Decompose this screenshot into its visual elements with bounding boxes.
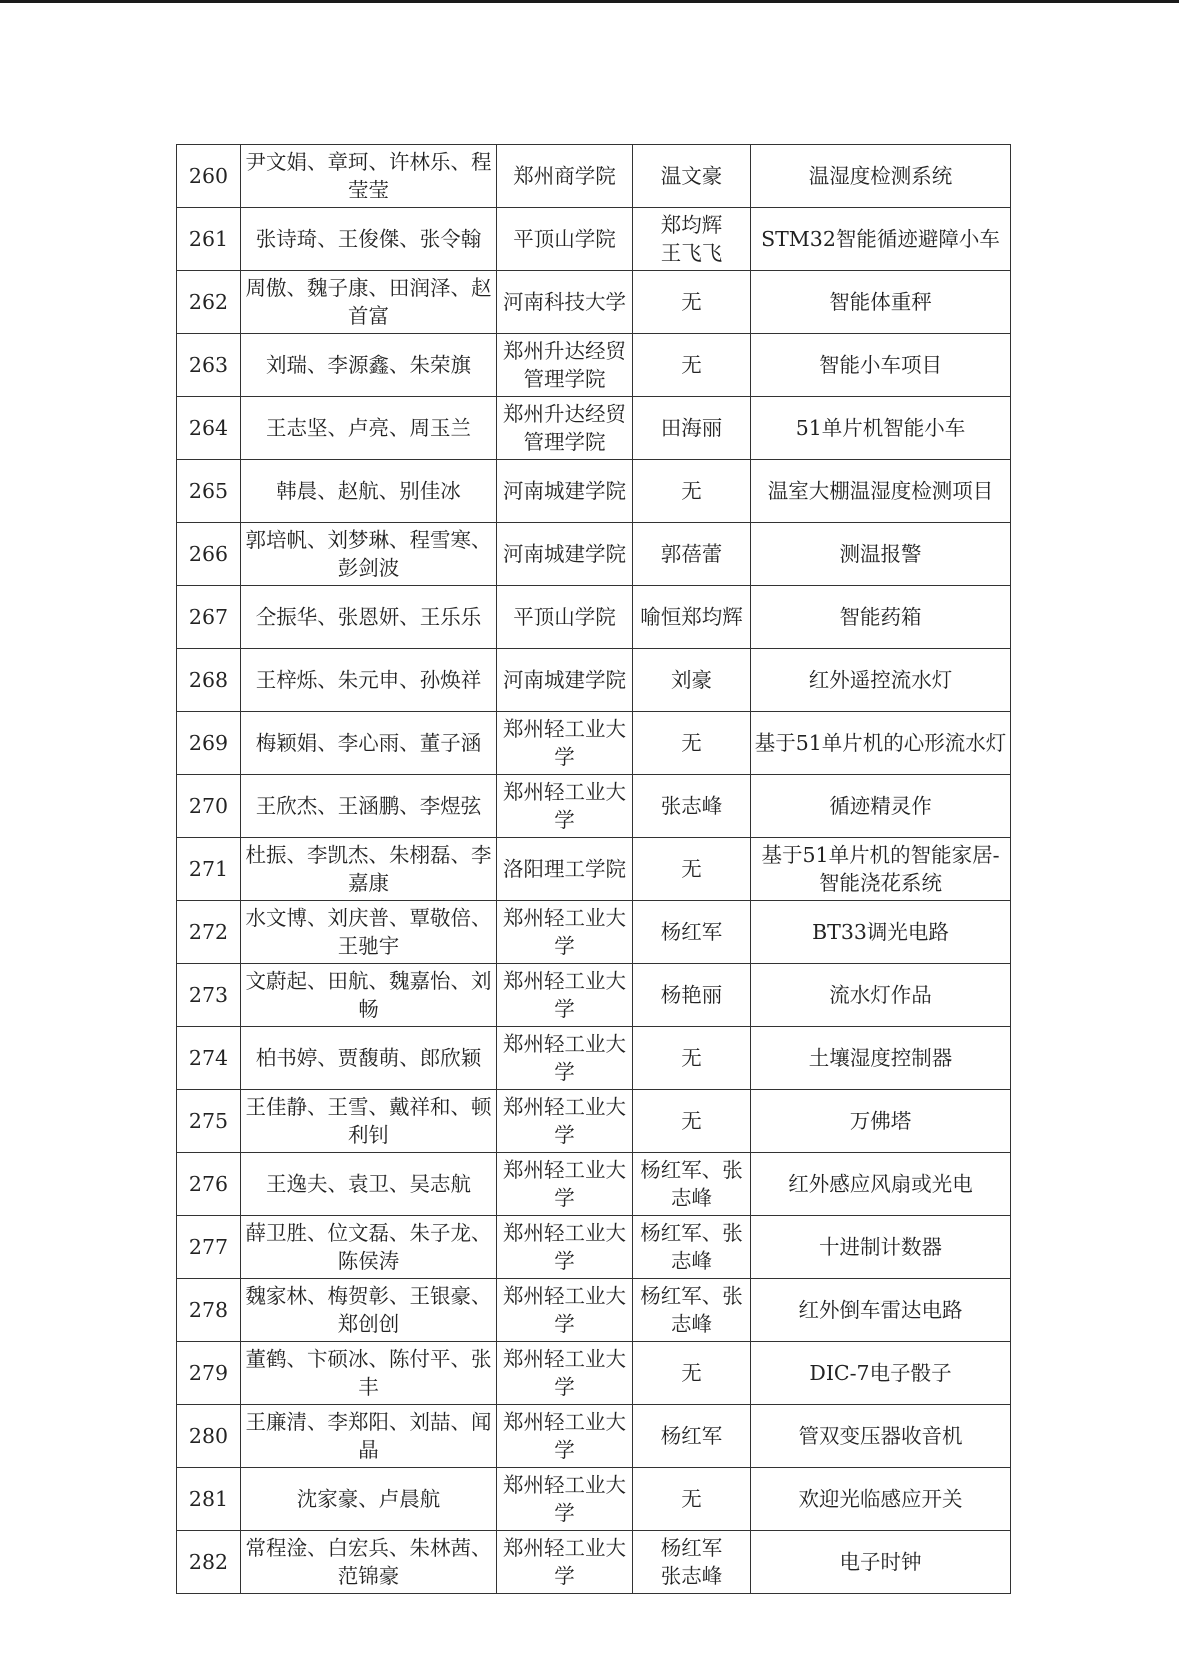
- school-name: 郑州轻工业大学: [497, 712, 633, 775]
- team-members: 张诗琦、王俊傑、张令翰: [241, 208, 497, 271]
- table-row: [177, 1153, 1011, 1216]
- award-roster-table: [176, 144, 1011, 1594]
- row-number: 279: [177, 1342, 241, 1405]
- team-members: 常程淦、白宏兵、朱林茜、范锦豪: [241, 1531, 497, 1594]
- project-title: 红外感应风扇或光电: [751, 1153, 1011, 1216]
- row-number: 263: [177, 334, 241, 397]
- advisor-name: 田海丽: [633, 397, 751, 460]
- project-title: 基于51单片机的智能家居-智能浇花系统: [751, 838, 1011, 901]
- row-number: 271: [177, 838, 241, 901]
- team-members: 杜振、李凯杰、朱栩磊、李嘉康: [241, 838, 497, 901]
- school-name: 郑州轻工业大学: [497, 1342, 633, 1405]
- project-title: 循迹精灵作: [751, 775, 1011, 838]
- team-members: 王欣杰、王涵鹏、李煜弦: [241, 775, 497, 838]
- advisor-name: 温文豪: [633, 145, 751, 208]
- school-name: 郑州轻工业大学: [497, 1468, 633, 1531]
- school-name: 平顶山学院: [497, 208, 633, 271]
- row-number: 266: [177, 523, 241, 586]
- advisor-name: 张志峰: [633, 775, 751, 838]
- project-title: 红外倒车雷达电路: [751, 1279, 1011, 1342]
- team-members: 王志坚、卢亮、周玉兰: [241, 397, 497, 460]
- project-title: STM32智能循迹避障小车: [751, 208, 1011, 271]
- school-name: 郑州轻工业大学: [497, 901, 633, 964]
- advisor-name: 郑均辉 王飞飞: [633, 208, 751, 271]
- advisor-name: 杨艳丽: [633, 964, 751, 1027]
- team-members: 周傲、魏子康、田润泽、赵首富: [241, 271, 497, 334]
- row-number: 274: [177, 1027, 241, 1090]
- school-name: 洛阳理工学院: [497, 838, 633, 901]
- school-name: 郑州轻工业大学: [497, 1216, 633, 1279]
- advisor-name: 无: [633, 1342, 751, 1405]
- table-row: [177, 964, 1011, 1027]
- advisor-name: 无: [633, 1468, 751, 1531]
- project-title: 智能药箱: [751, 586, 1011, 649]
- school-name: 河南城建学院: [497, 460, 633, 523]
- project-title: 欢迎光临感应开关: [751, 1468, 1011, 1531]
- school-name: 郑州商学院: [497, 145, 633, 208]
- project-title: 十进制计数器: [751, 1216, 1011, 1279]
- project-title: 万佛塔: [751, 1090, 1011, 1153]
- team-members: 尹文娟、章珂、许林乐、程莹莹: [241, 145, 497, 208]
- row-number: 275: [177, 1090, 241, 1153]
- school-name: 河南城建学院: [497, 523, 633, 586]
- table-row: [177, 334, 1011, 397]
- table-row: [177, 586, 1011, 649]
- table-row: [177, 712, 1011, 775]
- project-title: BT33调光电路: [751, 901, 1011, 964]
- team-members: 韩晨、赵航、别佳冰: [241, 460, 497, 523]
- team-members: 王逸夫、袁卫、吴志航: [241, 1153, 497, 1216]
- team-members: 董鹤、卞硕冰、陈付平、张丰: [241, 1342, 497, 1405]
- school-name: 平顶山学院: [497, 586, 633, 649]
- team-members: 王廉清、李郑阳、刘喆、闻晶: [241, 1405, 497, 1468]
- table-row: [177, 901, 1011, 964]
- team-members: 刘瑞、李源鑫、朱荣旗: [241, 334, 497, 397]
- row-number: 265: [177, 460, 241, 523]
- school-name: 郑州轻工业大学: [497, 1531, 633, 1594]
- team-members: 文蔚起、田航、魏嘉怡、刘畅: [241, 964, 497, 1027]
- team-members: 魏家林、梅贺彰、王银豪、郑创创: [241, 1279, 497, 1342]
- row-number: 260: [177, 145, 241, 208]
- row-number: 268: [177, 649, 241, 712]
- table-row: [177, 1090, 1011, 1153]
- table-row: [177, 145, 1011, 208]
- advisor-name: 杨红军: [633, 1405, 751, 1468]
- row-number: 277: [177, 1216, 241, 1279]
- project-title: 智能体重秤: [751, 271, 1011, 334]
- advisor-name: 杨红军、张志峰: [633, 1153, 751, 1216]
- team-members: 王佳静、王雪、戴祥和、顿利钊: [241, 1090, 497, 1153]
- school-name: 郑州轻工业大学: [497, 1153, 633, 1216]
- team-members: 王梓烁、朱元申、孙焕祥: [241, 649, 497, 712]
- table-row: [177, 838, 1011, 901]
- project-title: DIC-7电子骰子: [751, 1342, 1011, 1405]
- project-title: 温室大棚温湿度检测项目: [751, 460, 1011, 523]
- table-row: [177, 460, 1011, 523]
- advisor-name: 无: [633, 460, 751, 523]
- table-row: [177, 1342, 1011, 1405]
- table-row: [177, 397, 1011, 460]
- team-members: 柏书婷、贾馥萌、郎欣颖: [241, 1027, 497, 1090]
- project-title: 红外遥控流水灯: [751, 649, 1011, 712]
- table-row: [177, 649, 1011, 712]
- table-row: [177, 775, 1011, 838]
- project-title: 基于51单片机的心形流水灯: [751, 712, 1011, 775]
- table-row: [177, 1216, 1011, 1279]
- row-number: 264: [177, 397, 241, 460]
- team-members: 沈家豪、卢晨航: [241, 1468, 497, 1531]
- table-row: [177, 1279, 1011, 1342]
- project-title: 土壤湿度控制器: [751, 1027, 1011, 1090]
- team-members: 水文博、刘庆普、覃敬倍、王驰宇: [241, 901, 497, 964]
- advisor-name: 无: [633, 271, 751, 334]
- advisor-name: 刘豪: [633, 649, 751, 712]
- project-title: 温湿度检测系统: [751, 145, 1011, 208]
- school-name: 郑州升达经贸管理学院: [497, 397, 633, 460]
- table-row: [177, 208, 1011, 271]
- row-number: 273: [177, 964, 241, 1027]
- advisor-name: 无: [633, 334, 751, 397]
- project-title: 测温报警: [751, 523, 1011, 586]
- team-members: 梅颖娟、李心雨、董子涵: [241, 712, 497, 775]
- advisor-name: 杨红军、张志峰: [633, 1279, 751, 1342]
- project-title: 管双变压器收音机: [751, 1405, 1011, 1468]
- school-name: 河南城建学院: [497, 649, 633, 712]
- row-number: 262: [177, 271, 241, 334]
- advisor-name: 无: [633, 1027, 751, 1090]
- school-name: 郑州轻工业大学: [497, 1405, 633, 1468]
- advisor-name: 杨红军、张志峰: [633, 1216, 751, 1279]
- table-row: [177, 1531, 1011, 1594]
- row-number: 267: [177, 586, 241, 649]
- school-name: 郑州轻工业大学: [497, 964, 633, 1027]
- school-name: 郑州轻工业大学: [497, 1279, 633, 1342]
- school-name: 郑州轻工业大学: [497, 775, 633, 838]
- table-row: [177, 271, 1011, 334]
- row-number: 281: [177, 1468, 241, 1531]
- team-members: 薛卫胜、位文磊、朱子龙、陈侯涛: [241, 1216, 497, 1279]
- advisor-name: 无: [633, 838, 751, 901]
- advisor-name: 杨红军 张志峰: [633, 1531, 751, 1594]
- advisor-name: 无: [633, 1090, 751, 1153]
- row-number: 261: [177, 208, 241, 271]
- table-body: [177, 145, 1011, 1594]
- project-title: 51单片机智能小车: [751, 397, 1011, 460]
- project-title: 智能小车项目: [751, 334, 1011, 397]
- team-members: 郭培帆、刘梦琳、程雪寒、彭剑波: [241, 523, 497, 586]
- row-number: 280: [177, 1405, 241, 1468]
- row-number: 282: [177, 1531, 241, 1594]
- table-row: [177, 1468, 1011, 1531]
- school-name: 郑州轻工业大学: [497, 1090, 633, 1153]
- row-number: 278: [177, 1279, 241, 1342]
- team-members: 仝振华、张恩妍、王乐乐: [241, 586, 497, 649]
- table-row: [177, 523, 1011, 586]
- advisor-name: 喻恒郑均辉: [633, 586, 751, 649]
- school-name: 河南科技大学: [497, 271, 633, 334]
- row-number: 269: [177, 712, 241, 775]
- advisor-name: 杨红军: [633, 901, 751, 964]
- school-name: 郑州升达经贸管理学院: [497, 334, 633, 397]
- advisor-name: 郭蓓蕾: [633, 523, 751, 586]
- table-row: [177, 1027, 1011, 1090]
- advisor-name: 无: [633, 712, 751, 775]
- table-row: [177, 1405, 1011, 1468]
- row-number: 270: [177, 775, 241, 838]
- row-number: 272: [177, 901, 241, 964]
- school-name: 郑州轻工业大学: [497, 1027, 633, 1090]
- project-title: 电子时钟: [751, 1531, 1011, 1594]
- row-number: 276: [177, 1153, 241, 1216]
- project-title: 流水灯作品: [751, 964, 1011, 1027]
